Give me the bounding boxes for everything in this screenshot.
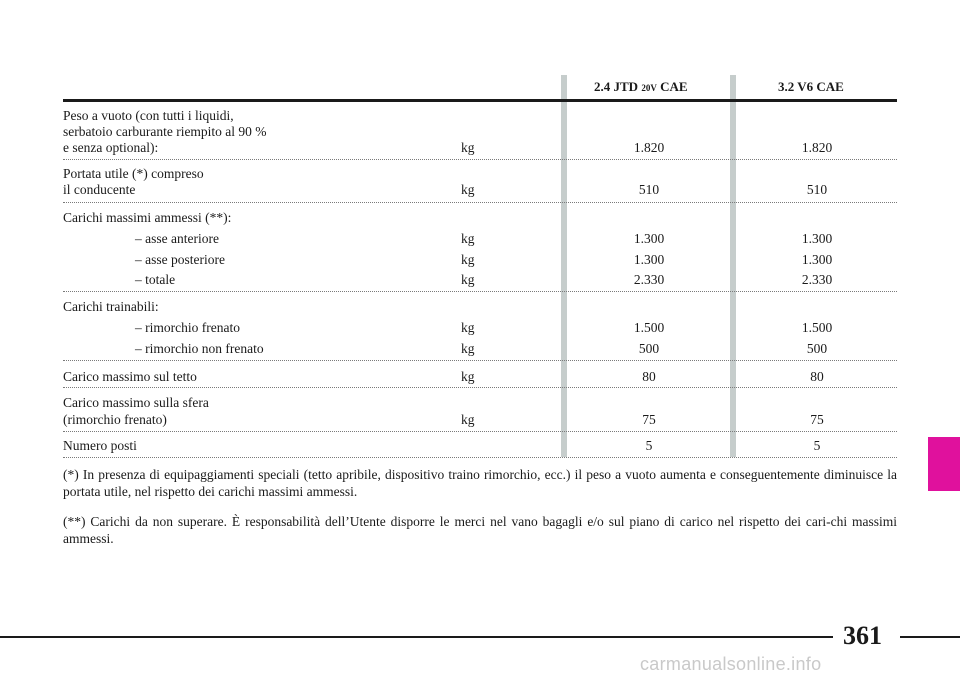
row-divider — [63, 431, 897, 432]
row-label-asse-anteriore: – asse anteriore — [135, 231, 219, 246]
unit-peso: kg — [461, 140, 475, 155]
row-divider — [63, 159, 897, 160]
value-frenato-v6: 1.500 — [801, 320, 833, 335]
value-portata-jtd: 510 — [638, 182, 660, 197]
unit-rimorchio-frenato: kg — [461, 320, 475, 335]
value-peso-v6: 1.820 — [801, 140, 833, 155]
unit-rimorchio-non-frenato: kg — [461, 341, 475, 356]
row-label-portata-1: Portata utile (*) compreso — [63, 166, 204, 181]
value-peso-jtd: 1.820 — [633, 140, 665, 155]
row-label-carichi: Carichi massimi ammessi (**): — [63, 210, 232, 225]
value-non-frenato-jtd: 500 — [638, 341, 660, 356]
value-portata-v6: 510 — [806, 182, 828, 197]
value-posti-jtd: 5 — [645, 438, 653, 453]
page-number: 361 — [843, 621, 882, 650]
row-label-rimorchio-frenato: – rimorchio frenato — [135, 320, 240, 335]
unit-asse-posteriore: kg — [461, 252, 475, 267]
watermark: carmanualsonline.info — [640, 654, 822, 674]
row-label-totale: – totale — [135, 272, 176, 287]
column-band-right — [730, 75, 736, 457]
value-sfera-jtd: 75 — [642, 412, 656, 427]
value-totale-jtd: 2.330 — [633, 272, 665, 287]
footer-rule-left — [0, 636, 833, 638]
value-totale-v6: 2.330 — [801, 272, 833, 287]
unit-asse-anteriore: kg — [461, 231, 475, 246]
row-divider — [63, 360, 897, 361]
value-tetto-v6: 80 — [810, 369, 824, 384]
row-label-trainabili: Carichi trainabili: — [63, 299, 159, 314]
footnote-1: (*) In presenza di equipaggiamenti speciali (tetto apribile, dispositivo traino rimorchio, ecc.) il peso a vuoto aumenta e conseguentemente diminuisce la portata utile, nel rispetto dei carichi massimi ammessi. — [63, 467, 897, 499]
row-label-rimorchio-non-frenato: – rimorchio non frenato — [135, 341, 264, 356]
footer-rule-right — [900, 636, 960, 638]
value-anteriore-jtd: 1.300 — [633, 231, 665, 246]
unit-totale: kg — [461, 272, 475, 287]
row-divider — [63, 291, 897, 292]
section-tab-marker — [928, 437, 960, 491]
value-frenato-jtd: 1.500 — [633, 320, 665, 335]
value-sfera-v6: 75 — [810, 412, 824, 427]
row-label-peso-2: serbatoio carburante riempito al 90 % — [63, 124, 267, 139]
column-header-jtd: 2.4 JTD 20V CAE — [594, 79, 688, 94]
footnote-2: (**) Carichi da non superare. È responsabilità dell’Utente disporre le merci nel vano bagagli e/o sul piano di carico nel rispetto dei cari-chi massimi ammessi. — [63, 514, 897, 546]
table-bottom-rule — [63, 457, 897, 458]
row-label-sfera-1: Carico massimo sulla sfera — [63, 395, 209, 410]
row-label-sfera-2: (rimorchio frenato) — [63, 412, 167, 427]
value-posteriore-jtd: 1.300 — [633, 252, 665, 267]
row-divider — [63, 387, 897, 388]
value-tetto-jtd: 80 — [642, 369, 656, 384]
row-divider — [63, 202, 897, 203]
row-label-posti: Numero posti — [63, 438, 137, 453]
unit-portata: kg — [461, 182, 475, 197]
unit-sfera: kg — [461, 412, 475, 427]
column-band-left — [561, 75, 567, 457]
row-label-portata-2: il conducente — [63, 182, 136, 197]
value-non-frenato-v6: 500 — [806, 341, 828, 356]
row-label-peso-3: e senza optional): — [63, 140, 159, 155]
value-posti-v6: 5 — [813, 438, 821, 453]
row-label-tetto: Carico massimo sul tetto — [63, 369, 197, 384]
column-header-v6: 3.2 V6 CAE — [778, 79, 844, 94]
row-label-peso-1: Peso a vuoto (con tutti i liquidi, — [63, 108, 234, 123]
row-label-asse-posteriore: – asse posteriore — [135, 252, 225, 267]
value-anteriore-v6: 1.300 — [801, 231, 833, 246]
value-posteriore-v6: 1.300 — [801, 252, 833, 267]
unit-tetto: kg — [461, 369, 475, 384]
header-rule — [63, 99, 897, 102]
